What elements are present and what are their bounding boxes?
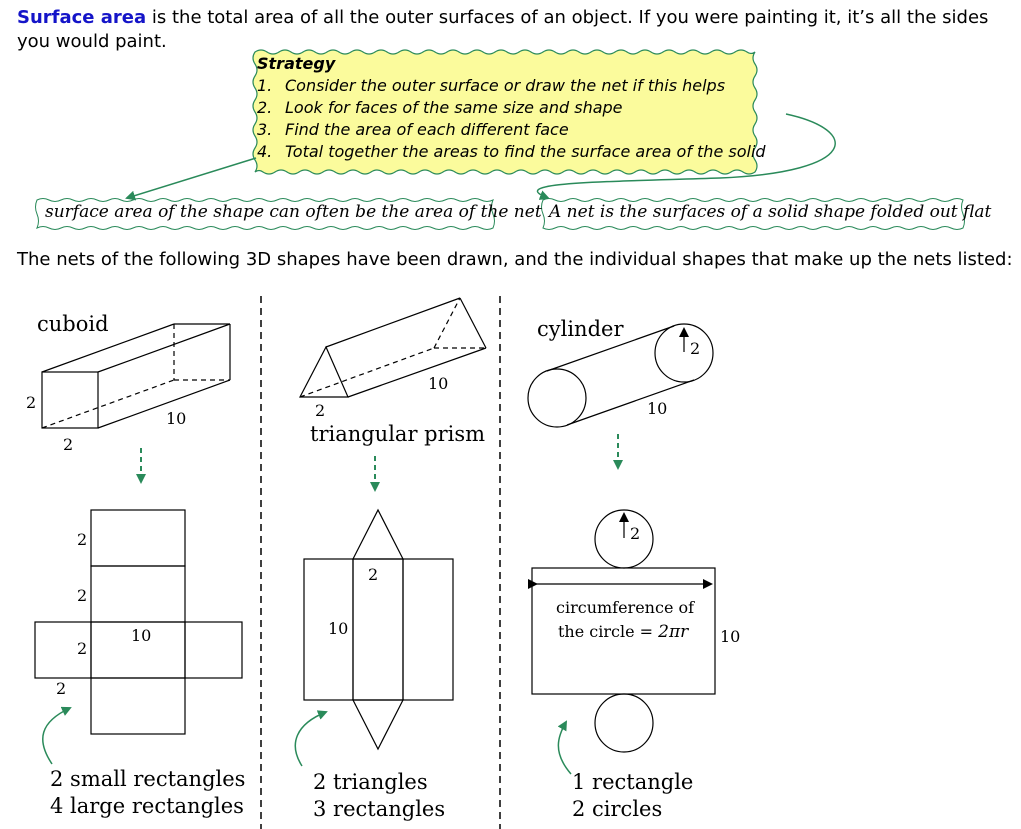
prism-length-label: 10 <box>428 374 449 393</box>
prism-net <box>304 510 453 749</box>
circumference-formula: 2πr <box>658 622 689 642</box>
cylinder-net-radius-label: 2 <box>630 524 641 543</box>
circumference-prefix: the circle = <box>558 622 659 641</box>
cuboid-net-label-3: 2 <box>77 639 88 658</box>
strategy-heading: Strategy <box>257 54 336 73</box>
cylinder-title: cylinder <box>537 317 624 341</box>
strategy-to-left-note-arrow <box>127 158 256 198</box>
cuboid-width-label: 2 <box>63 435 74 454</box>
cuboid-curved-arrow <box>43 708 70 764</box>
prism-net-top-label: 2 <box>368 565 379 584</box>
strategy-step-1: 1. Consider the outer surface or draw the net if this helps <box>257 76 726 95</box>
cylinder-net-length-label: 10 <box>720 627 741 646</box>
nets-subheading: The nets of the following 3D shapes have been drawn, and the individual shapes that make up the nets listed: <box>17 249 1013 270</box>
surface-area-term: Surface area <box>17 7 147 28</box>
cylinder-length-label: 10 <box>647 399 668 418</box>
strategy-step-3: 3. Find the area of each different face <box>257 120 569 139</box>
cuboid-net-label-2: 2 <box>77 586 88 605</box>
cuboid-3d-drawing <box>42 324 230 428</box>
cuboid-height-label: 2 <box>26 393 37 412</box>
prism-base-label: 2 <box>315 401 326 420</box>
cuboid-length-label: 10 <box>166 409 187 428</box>
prism-3d-drawing <box>300 298 486 397</box>
circumference-line2 <box>558 622 689 642</box>
cuboid-net-label-1: 2 <box>77 530 88 549</box>
circumference-line1: circumference of <box>556 598 695 617</box>
cylinder-summary-line2: 2 circles <box>572 797 663 821</box>
cuboid-net-label-4: 2 <box>56 679 67 698</box>
cuboid-summary-line1: 2 small rectangles <box>50 767 246 791</box>
intro-text: is the total area of all the outer surfaces of an object. If you were painting it, it’s all the sides you would paint. <box>17 7 989 52</box>
note-right-text: A net is the surfaces of a solid shape folded out flat <box>549 202 992 222</box>
prism-curved-arrow <box>295 712 326 766</box>
cylinder-radius-label: 2 <box>690 339 701 358</box>
note-left-text: surface area of the shape can often be the area of the net <box>45 202 542 222</box>
prism-summary-line2: 3 rectangles <box>313 797 446 821</box>
cylinder-curved-arrow <box>558 722 571 774</box>
cuboid-net <box>35 510 242 734</box>
prism-title: triangular prism <box>310 422 486 446</box>
strategy-step-2: 2. Look for faces of the same size and shape <box>257 98 623 117</box>
strategy-box-text <box>257 53 766 163</box>
prism-net-side-label: 10 <box>328 619 349 638</box>
cuboid-summary-line2: 4 large rectangles <box>50 794 244 818</box>
cuboid-net-label-length: 10 <box>131 626 152 645</box>
cuboid-title: cuboid <box>37 312 109 336</box>
strategy-step-4: 4. Total together the areas to find the surface area of the solid <box>257 142 766 161</box>
cylinder-summary-line1: 1 rectangle <box>572 770 694 794</box>
prism-summary-line1: 2 triangles <box>313 770 428 794</box>
